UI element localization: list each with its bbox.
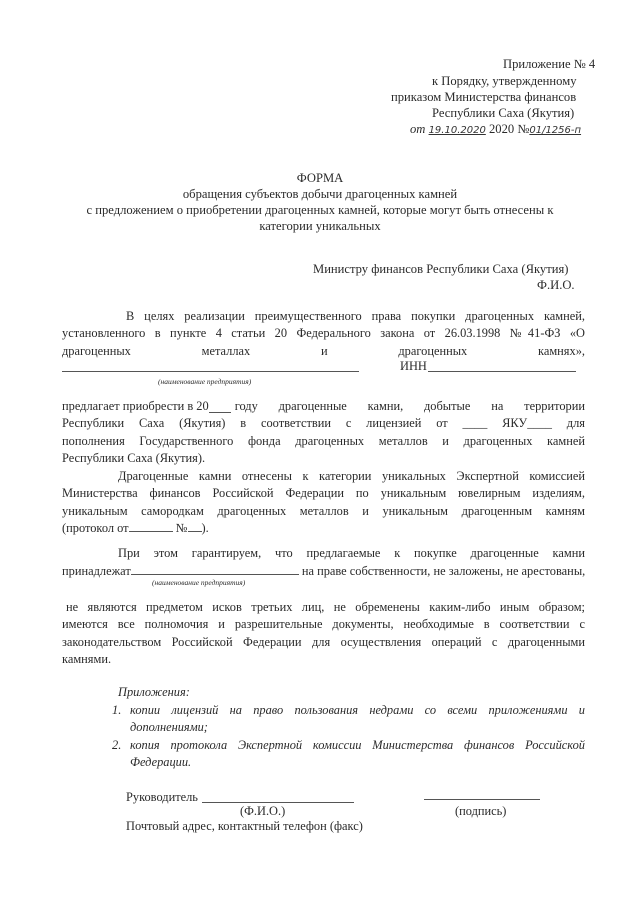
appendix-number: Приложение № 4 [503, 57, 596, 71]
form-title: ФОРМА [296, 171, 344, 185]
para1-line1: В целях реализации преимущественного права покупки драгоценных камней, [126, 309, 585, 323]
handwritten-date: 19.10.2020 [428, 125, 486, 136]
contact-info-label: Почтовый адрес, контактный телефон (факс) [126, 819, 363, 833]
addressee-minister: Министру финансов Республики Саха (Якутия) [313, 262, 569, 276]
attachments-heading: Приложения: [118, 685, 190, 699]
org-name-field[interactable] [62, 371, 359, 372]
word-dragotsennykh-2: драгоценных [398, 344, 468, 358]
para1-line2: установленного в пункте 4 статьи 20 Федерального закона от 26.03.1998 №41-ФЗ «О [62, 326, 585, 340]
protocol-suffix: ). [201, 521, 209, 535]
protocol-prefix: (протокол от [62, 521, 129, 535]
year-field[interactable] [209, 398, 231, 413]
para2-line3: пополнения Государственного фонда драгоценных металлов и драгоценных камней [62, 434, 585, 448]
signature-caption: (подпись) [455, 804, 507, 818]
appendix-date-line [410, 122, 581, 138]
para3-line1: Драгоценные камни отнесены к категории уникальных Экспертной комиссией [118, 469, 585, 483]
word-metallakh: металлах [201, 344, 251, 358]
para3-line3: уникальным самородкам драгоценных металлов и уникальным драгоценным камням [62, 504, 585, 518]
para2-line1-a: предлагает приобрести в 20 [62, 399, 209, 413]
para2-line1 [62, 398, 585, 416]
head-label: Руководитель [126, 790, 198, 804]
para2-line1-b: году драгоценные камни, добытые на территории [234, 399, 585, 413]
form-subtitle-3: категории уникальных [259, 219, 381, 233]
appendix-ministry: приказом Министерства финансов [391, 90, 577, 104]
attachment-1-line1: копии лицензий на право пользования недрами со всеми приложениями и [130, 703, 585, 717]
para5-line4: камнями. [62, 652, 112, 666]
para2-line2: Республики Саха (Якутия) в соответствии с лицензией от ____ ЯКУ____ для [62, 416, 585, 430]
word-dragotsennykh: драгоценных [62, 344, 131, 358]
para3-line2: Министерства финансов Российской Федерации по уникальным ювелирным изделиям, [62, 486, 585, 500]
para4-ownership: на праве собственности, не заложены, не арестованы, [301, 564, 586, 578]
head-signature-field[interactable] [424, 799, 540, 800]
form-subtitle-1: обращения субъектов добычи драгоценных камней [182, 187, 458, 201]
owner-name-field[interactable] [131, 574, 299, 575]
word-i: и [320, 344, 328, 358]
fio-caption: (Ф.И.О.) [240, 804, 286, 818]
handwritten-order-number: 01/1256-п [529, 125, 582, 136]
addressee-fio: Ф.И.О. [537, 278, 575, 292]
para2-line4: Республики Саха (Якутия). [62, 451, 206, 465]
appendix-order-ref: к Порядку, утвержденному [432, 74, 577, 88]
para3-line4 [62, 520, 209, 538]
attachment-2-line2: Федерации. [130, 755, 192, 769]
protocol-date-field[interactable] [129, 531, 173, 532]
para5-line2: имеются все полномочия и разрешительные документы, необходимые в соответствии с [62, 617, 585, 631]
para4-belongs: принадлежат [62, 564, 131, 578]
attachment-2-line1: копия протокола Экспертной комиссии Министерства финансов Российской [130, 738, 585, 752]
appendix-republic: Республики Саха (Якутия) [432, 106, 575, 120]
date-year: 2020 № [488, 122, 530, 136]
attachment-1-number: 1. [112, 703, 122, 717]
word-kamnyakh: камнях», [538, 344, 585, 358]
protocol-number-field[interactable] [188, 531, 202, 532]
inn-field[interactable] [428, 371, 576, 372]
attachment-2-number: 2. [112, 738, 122, 752]
owner-caption: (наименование предприятия) [152, 578, 246, 587]
form-subtitle-2: с предложением о приобретении драгоценных камней, которые могут быть отнесены к [86, 203, 554, 217]
inn-label: ИНН [400, 359, 427, 373]
org-name-caption: (наименование предприятия) [158, 377, 252, 386]
para4-line2 [62, 563, 585, 581]
para1-line3 [62, 343, 585, 361]
attachment-1-line2: дополнениями; [130, 720, 208, 734]
date-prefix: от [410, 122, 426, 136]
para5-line3: законодательством Российской Федерации для осуществления операций с драгоценными [62, 635, 585, 649]
para4-line1: При этом гарантируем, что предлагаемые к покупке драгоценные камни [118, 546, 585, 560]
para5-line1: не являются предметом исков третьих лиц, не обременены каким-либо иным образом; [66, 600, 585, 614]
protocol-number-label: № [175, 521, 188, 535]
